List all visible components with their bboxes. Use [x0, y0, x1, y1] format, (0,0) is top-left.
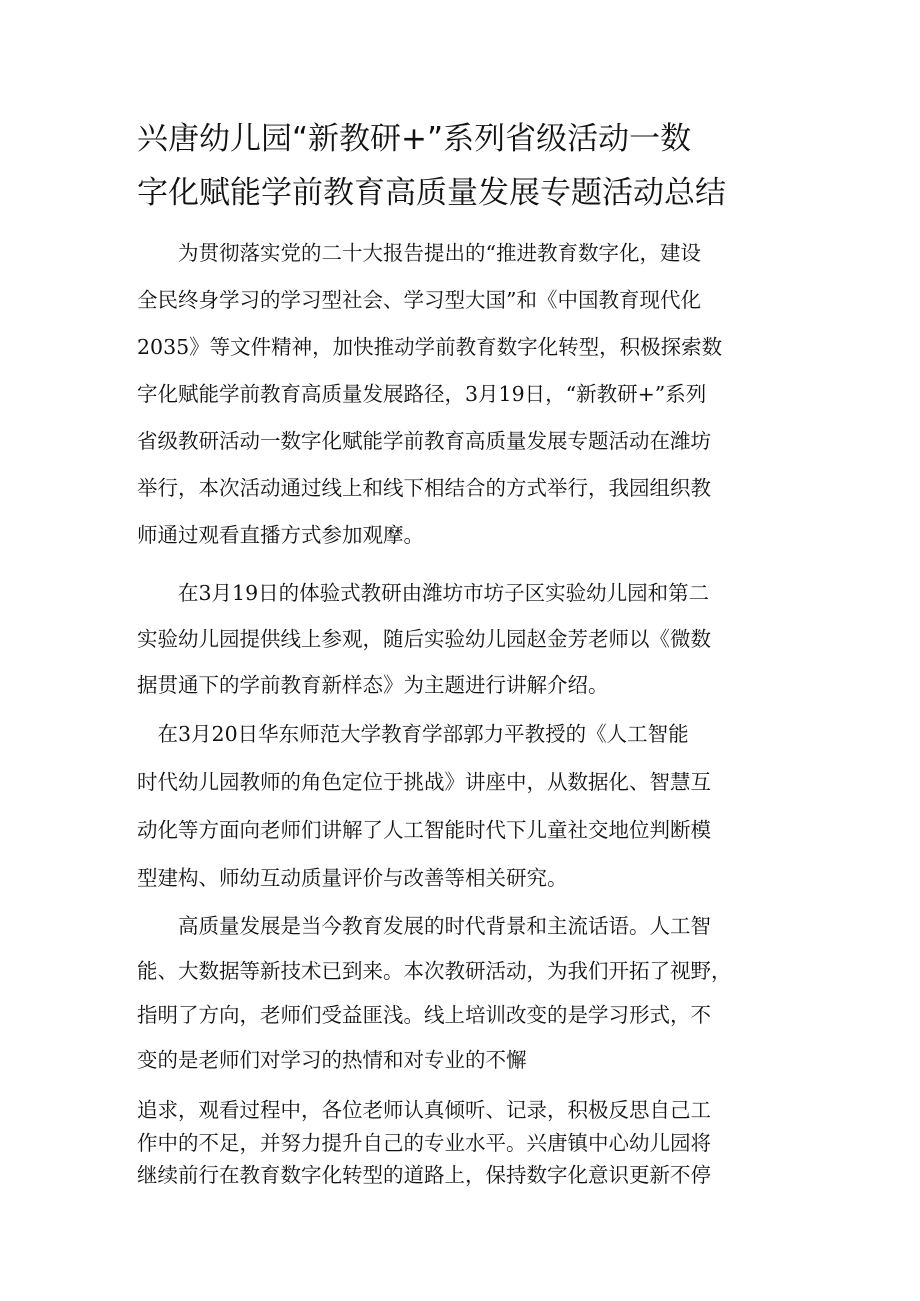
text-line: 师通过观看直播方式参加观摩。: [137, 523, 424, 547]
text-line: 高质量发展是当今教育发展的时代背景和主流话语。人工智: [137, 914, 711, 938]
text-line: 型建构、师幼互动质量评价与改善等相关研究。: [137, 866, 568, 890]
text-line: 变的是老师们对学习的热情和对专业的不懈: [137, 1047, 527, 1072]
text-line: 举行，本次活动通过线上和线下相结合的方式举行，我园组织教: [137, 476, 711, 500]
text-line: 全民终身学习的学习型社会、学习型大国”和《中国教育现代化: [137, 288, 701, 312]
text-line: 在3月20日华东师范大学教育学部郭力平教授的《人工智能: [137, 722, 689, 746]
document-title: [137, 112, 797, 220]
text-line: 在3月19日的体验式教研由潍坊市坊子区实验幼儿园和第二: [137, 581, 710, 605]
text-line: 字化赋能学前教育高质量发展路径，3月19日，“新教研+”系列: [137, 382, 707, 406]
title-line: 字化赋能学前教育高质量发展专题活动总结: [137, 175, 726, 211]
text-line: 时代幼儿园教师的角色定位于挑战》讲座中，从数据化、智慧互: [137, 770, 711, 794]
text-line: 继续前行在教育数字化转型的道路上，保持数字化意识更新不停: [137, 1163, 711, 1187]
paragraph-march-20: [137, 710, 797, 902]
text-line: 2035》等文件精神，加快推动学前教育数字化转型，积极探索数: [137, 335, 723, 359]
paragraph-summary: [137, 904, 797, 1082]
text-line: 为贯彻落实党的二十大报告提出的“推进教育数字化，建设: [137, 241, 701, 265]
paragraph-march-19: [137, 570, 797, 708]
title-line: 兴唐幼儿园“新教研+”系列省级活动一数: [137, 121, 692, 157]
paragraph-intro: [137, 230, 797, 559]
paragraph-continuation: [137, 1094, 797, 1192]
text-line: 指明了方向，老师们受益匪浅。线上培训改变的是学习形式，不: [137, 1003, 711, 1027]
text-line: 实验幼儿园提供线上参观，随后实验幼儿园赵金芳老师以《微数: [137, 627, 711, 651]
text-line: 据贯通下的学前教育新样态》为主题进行讲解介绍。: [137, 673, 609, 697]
text-line: 动化等方面向老师们讲解了人工智能时代下儿童社交地位判断模: [137, 818, 711, 842]
text-line: 省级教研活动一数字化赋能学前教育高质量发展专题活动在潍坊: [137, 429, 711, 453]
text-line: 能、大数据等新技术已到来。本次教研活动，为我们开拓了视野，: [137, 958, 732, 983]
text-line: 作中的不足，并努力提升自己的专业水平。兴唐镇中心幼儿园将: [137, 1130, 711, 1155]
text-line: 追求，观看过程中，各位老师认真倾听、记录，积极反思自己工: [137, 1098, 711, 1122]
